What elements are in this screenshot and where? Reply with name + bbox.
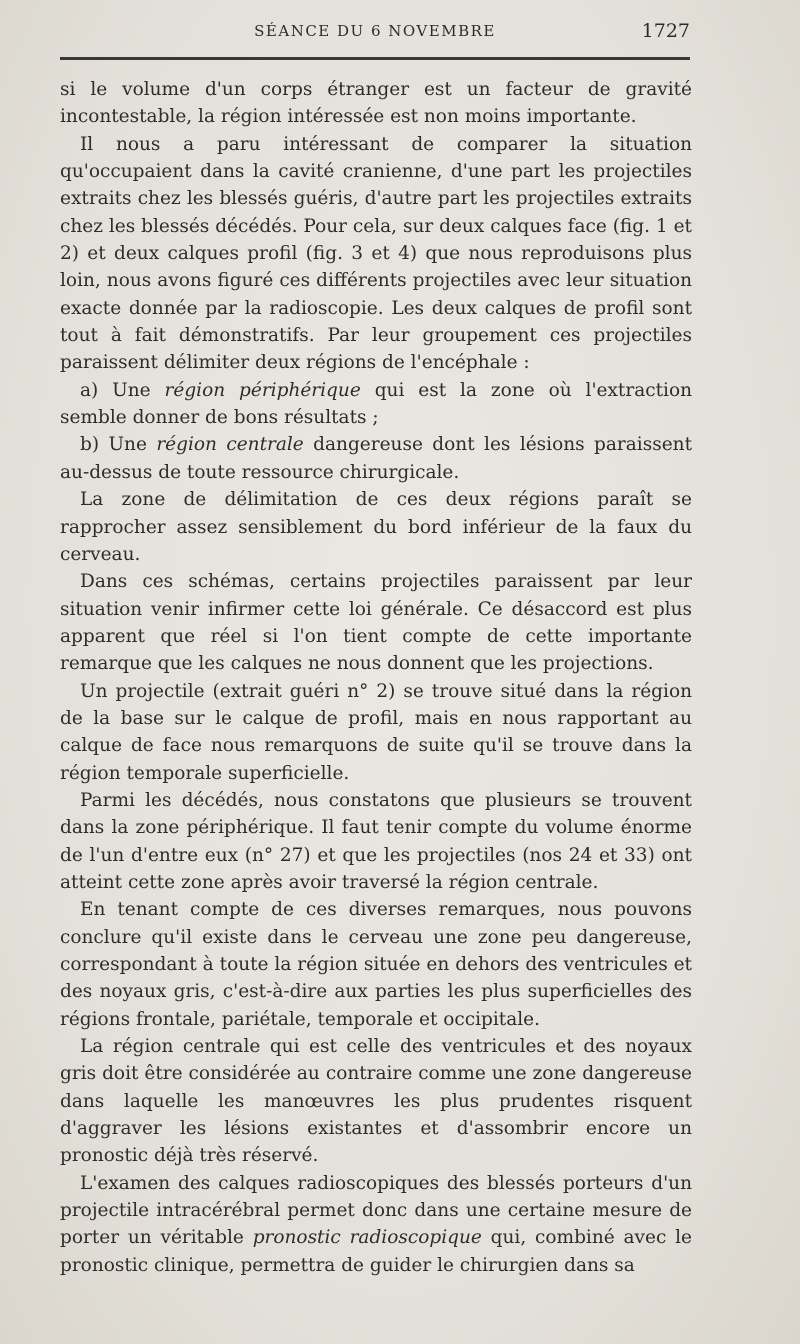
page-number: 1727 (641, 20, 690, 42)
italic-text: région centrale (156, 434, 304, 456)
list-item-a (60, 377, 692, 432)
body-text (60, 76, 692, 1279)
paragraph (60, 678, 692, 787)
list-item-b (60, 431, 692, 486)
paragraph (60, 568, 692, 677)
text-run: Dans ces schémas, certains projectiles paraissent par leur situation venir infirmer cette loi générale. Ce désaccord est plus apparent que réel si l'on tient compte de cette importante remarque que les calques ne nous donnent que les projections. (60, 571, 692, 675)
paragraph (60, 1033, 692, 1170)
text-run: En tenant compte de ces diverses remarques, nous pouvons conclure qu'il existe dans le cerveau une zone peu dangereuse, correspondant à toute la région située en dehors des ventricules et des noyaux gris, c'est-à-dire aux parties les plus superficielles des régions frontale, pariétale, temporale et occipitale. (60, 899, 692, 1030)
paragraph (60, 896, 692, 1033)
text-run: b) Une (80, 434, 157, 456)
text-run: qui est la zone où l'extraction semble donner de bons résultats ; (60, 379, 692, 429)
paragraph (60, 787, 692, 896)
text-run: Un projectile (extrait guéri n° 2) se trouve situé dans la région de la base sur le calque de profil, mais en nous rapportant au calque de face nous remarquons de suite qu'il se trouve dans la région temporale superficielle. (60, 680, 692, 784)
paragraph (60, 76, 692, 131)
text-run: Parmi les décédés, nous constatons que plusieurs se trouvent dans la zone périphérique. Il faut tenir compte du volume énorme de l'un d'entre eux (n° 27) et que les projectiles (nos 24 et 33) ont atteint cette zone après avoir traversé la région centrale. (60, 789, 692, 893)
paragraph (60, 1170, 692, 1279)
text-run: a) Une (80, 379, 165, 401)
italic-text: pronostic radioscopique (252, 1227, 482, 1249)
text-run: L'examen des calques radioscopiques des blessés porteurs d'un projectile intracérébral permet donc dans une certaine mesure de porter un véritable (60, 1172, 692, 1249)
text-run: La région centrale qui est celle des ventricules et des noyaux gris doit être considérée au contraire comme une zone dangereuse dans laquelle les manœuvres les plus prudentes risquent d'aggraver les lésions existantes et d'assombrir encore un pronostic déjà très réservé. (60, 1036, 692, 1167)
paragraph (60, 131, 692, 377)
text-run: dangereuse dont les lésions paraissent au-dessus de toute ressource chirurgicale. (60, 434, 692, 483)
text-run: Il nous a paru intéressant de comparer la situation qu'occupaient dans la cavité cranienne, d'une part les projectiles extraits chez les blessés guéris, d'autre part les projectiles extraits chez les blessés décédés. Pour cela, sur deux calques face (fig. 1 et 2) et deux calques profil (fig. 3 et 4) que nous reproduisons plus loin, nous avons figuré ces différents projectiles avec leur situation exacte donnée par la radioscopie. Les deux calques de profil sont tout à fait démonstratifs. Par leur groupement ces projectiles paraissent délimiter deux régions de l'encéphale : (60, 133, 692, 374)
header-rule (60, 57, 690, 60)
paragraph (60, 486, 692, 568)
running-header (60, 20, 690, 44)
text-run: si le volume d'un corps étranger est un facteur de gravité incontestable, la région intéressée est non moins importante. (60, 79, 692, 128)
text-run: qui, combiné avec le pronostic clinique, permettra de guider le chirurgien dans sa (60, 1227, 692, 1276)
text-run: La zone de délimitation de ces deux régions paraît se rapprocher assez sensiblement du bord inférieur de la faux du cerveau. (60, 489, 692, 565)
running-title: SÉANCE DU 6 NOVEMBRE (254, 22, 496, 40)
italic-text: région périphérique (164, 379, 361, 401)
